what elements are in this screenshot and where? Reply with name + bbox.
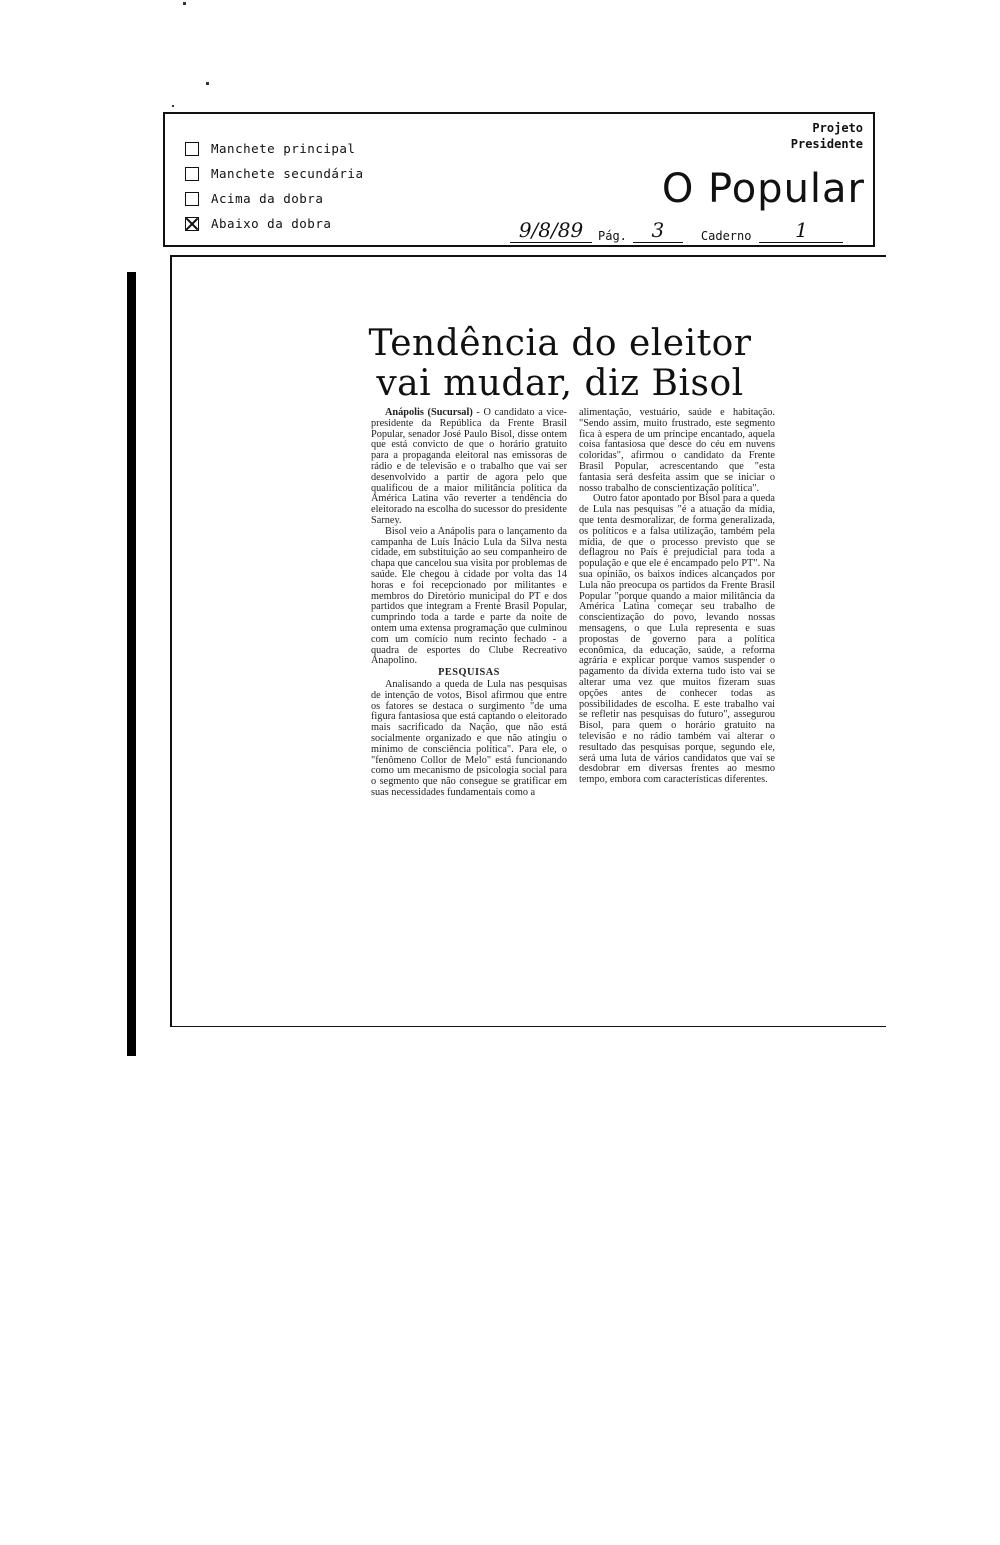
checklist-item-acima-da-dobra (185, 186, 364, 211)
article-paragraph: Analisando a queda de Lula nas pesquisas de intenção de votos, Bisol afirmou que entre os fatores se destaca o surgimento "de uma figura fantasiosa que está captando o eleitorado mais sacrificado da Nação, que não está socialmente organizado e que não atingiu o mínimo de consciência política". Para ele, o "fenômeno Collor de Melo" está funcionando como um mecanismo de psicologia social para o segmento que não consegue se gratificar em suas necessidades fundamentais como a (371, 678, 567, 798)
checkbox-icon (185, 192, 199, 206)
project-name: Presidente (790, 137, 863, 151)
article-column-right (579, 408, 775, 786)
date-value: 9/8/89 (510, 218, 592, 243)
dateline: Anápolis (Sucursal) (385, 407, 473, 418)
clipping-header (163, 112, 875, 247)
scan-speck (183, 2, 186, 5)
article-paragraph: alimentação, vestuário, saúde e habitação. "Sendo assim, muito frustrado, este segmento fica à espera de um príncipe encantado, aquela coisa fantasiosa que desce do céu em nuvens coloridas", afirmou o candidato da Frente Brasil Popular, acrescentando que "esta fantasia será desfeita assim que se iniciar o nosso trabalho de conscientização política". (579, 407, 775, 494)
checklist-item-abaixo-da-dobra (185, 211, 364, 236)
page-value: 3 (633, 218, 683, 243)
section-label: Caderno (700, 229, 752, 243)
checklist-label: Abaixo da dobra (211, 216, 332, 231)
paragraph-text: - O candidato a vice-presidente da República da Frente Brasil Popular, senador José Paulo Bisol, disse ontem que está convicto de que o horário gratuito para a propaganda eleitoral nas emissoras de rádio e de televisão e o trabalho que vai ser desenvolvido a partir de agora pelo que qualificou de a maior militância política da América Latina vão reverter a tendência do eleitorado na escolha do sucessor do presidente Sarney. (371, 407, 567, 526)
checklist-item-manchete-principal (185, 136, 364, 161)
article-subhead: PESQUISAS (438, 667, 500, 679)
page-label: Pág. (598, 229, 627, 243)
article-paragraph: Outro fator apontado por Bisol para a queda de Lula nas pesquisas "é a atuação da mídia, que tenta desmoralizar, de forma generalizada, os políticos e a falsa utilização, também pela mídia, de que o processo previsto que se deflagrou no País é prejudicial para toda a população e que ele é encampado pelo PT". Na sua opinião, os baixos índices alcançados por Lula não preocupa os partidos da Frente Brasil Popular "porque quando a maior militância da América Latina começar seu trabalho de conscientização do povo, levando nossas mensagens, o que Lula representa e suas propostas de governo para a política econômica, da educação, saúde, a reforma agrária e explicar porque vamos suspender o pagamento da dívida externa tudo isto vai se alterar uma vez que muitos fizeram suas opções antes de conhecer todas as possibilidades de escolha. E este trabalho vai se refletir nas pesquisas do futuro", assegurou Bisol, para quem o horário gratuito na televisão e no rádio também vai alterar o resultado das pesquisas porque, segundo ele, será uma luta de vários candidatos que vai se desdobrar em diversas frentes ao mesmo tempo, embora com características diferentes. (579, 493, 775, 786)
checklist-label: Manchete principal (211, 141, 356, 156)
headline-line: Tendência do eleitor (368, 323, 752, 364)
newspaper-name: O Popular (661, 166, 865, 212)
checklist-label: Manchete secundária (211, 166, 364, 181)
section-value: 1 (759, 218, 843, 243)
project-label (791, 120, 863, 152)
article-paragraph (371, 408, 567, 527)
checkbox-icon (185, 167, 199, 181)
publication-info (510, 218, 843, 243)
checklist-label: Acima da dobra (211, 191, 324, 206)
scan-edge-bar (127, 272, 136, 1056)
article-column-left (371, 408, 567, 799)
checked-box-icon (185, 217, 199, 231)
checklist-item-manchete-secundaria (185, 161, 364, 186)
placement-checklist (185, 136, 364, 236)
scan-speck (172, 105, 174, 107)
scan-speck (206, 82, 209, 85)
checkbox-icon (185, 142, 199, 156)
article-paragraph: Bisol veio a Anápolis para o lançamento da campanha de Luís Inácio Lula da Silva nesta cidade, em substituição ao seu companheiro de chapa que cancelou sua visita por problemas de saúde. Ele chegou à cidade por volta das 14 horas e foi recepcionado por militantes e membros do Diretório municipal do PT e dos partidos que integram a Frente Brasil Popular, cumprindo toda a tarde e parte da noite de ontem uma extensa programação que culminou com um comício num recinto fechado - a quadra de esportes do Clube Recreativo Anapolino. (371, 525, 567, 667)
article-headline (340, 324, 780, 404)
project-line: Projeto (812, 121, 863, 135)
headline-line: vai mudar, diz Bisol (376, 363, 744, 404)
